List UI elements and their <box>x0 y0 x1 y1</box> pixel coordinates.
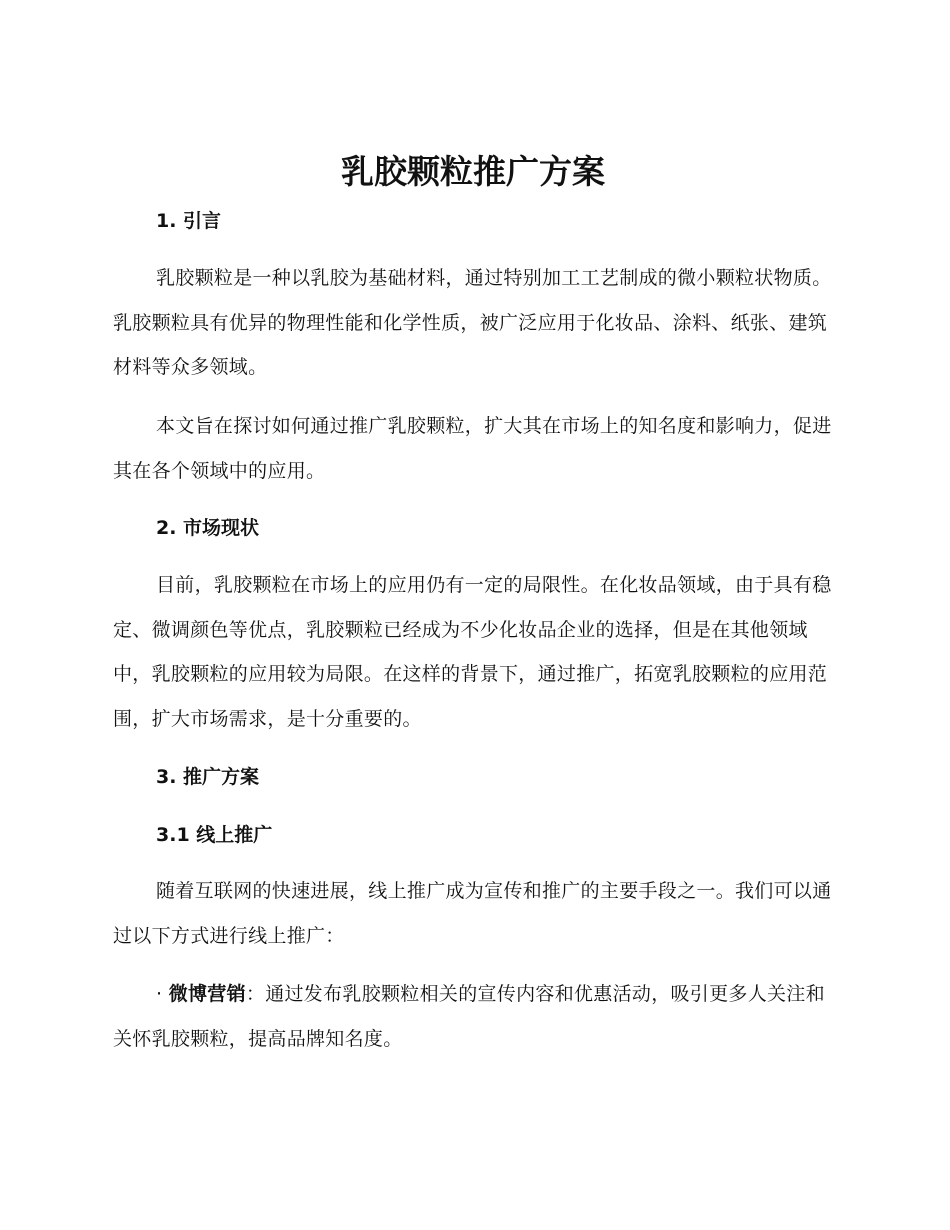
bullet-marker: · <box>156 983 163 1005</box>
section-heading-plan: 3. 推广方案 <box>156 766 260 788</box>
intro-paragraph-1: 乳胶颗粒是一种以乳胶为基础材料，通过特别加工工艺制成的微小颗粒状物质。乳胶颗粒具有优异的物理性能和化学性质，被广泛应用于化妆品、涂料、纸张、建筑材料等众多领域。 <box>113 267 832 378</box>
bullet-label: 微博营销 <box>168 983 246 1005</box>
market-paragraph-1: 目前，乳胶颗粒在市场上的应用仍有一定的局限性。在化妆品领域，由于具有稳定、微调颜色等优点，乳胶颗粒已经成为不少化妆品企业的选择，但是在其他领域中，乳胶颗粒的应用较为局限。在这样的背景下，通过推广，拓宽乳胶颗粒的应用范围，扩大市场需求，是十分重要的。 <box>113 574 832 730</box>
bullet-text: ：通过发布乳胶颗粒相关的宣传内容和优惠活动，吸引更多人关注和关怀乳胶颗粒，提高品牌知名度。 <box>113 983 825 1050</box>
bullet-item-weibo <box>113 972 833 1061</box>
subsection-heading-online: 3.1 线上推广 <box>156 824 273 846</box>
section-heading-intro: 1. 引言 <box>156 210 222 232</box>
intro-paragraph-2: 本文旨在探讨如何通过推广乳胶颗粒，扩大其在市场上的知名度和影响力，促进其在各个领域中的应用。 <box>113 415 832 482</box>
section-heading-market: 2. 市场现状 <box>156 517 260 539</box>
online-paragraph-1: 随着互联网的快速进展，线上推广成为宣传和推广的主要手段之一。我们可以通过以下方式进行线上推广： <box>113 880 832 947</box>
document-title: 乳胶颗粒推广方案 <box>341 152 605 191</box>
